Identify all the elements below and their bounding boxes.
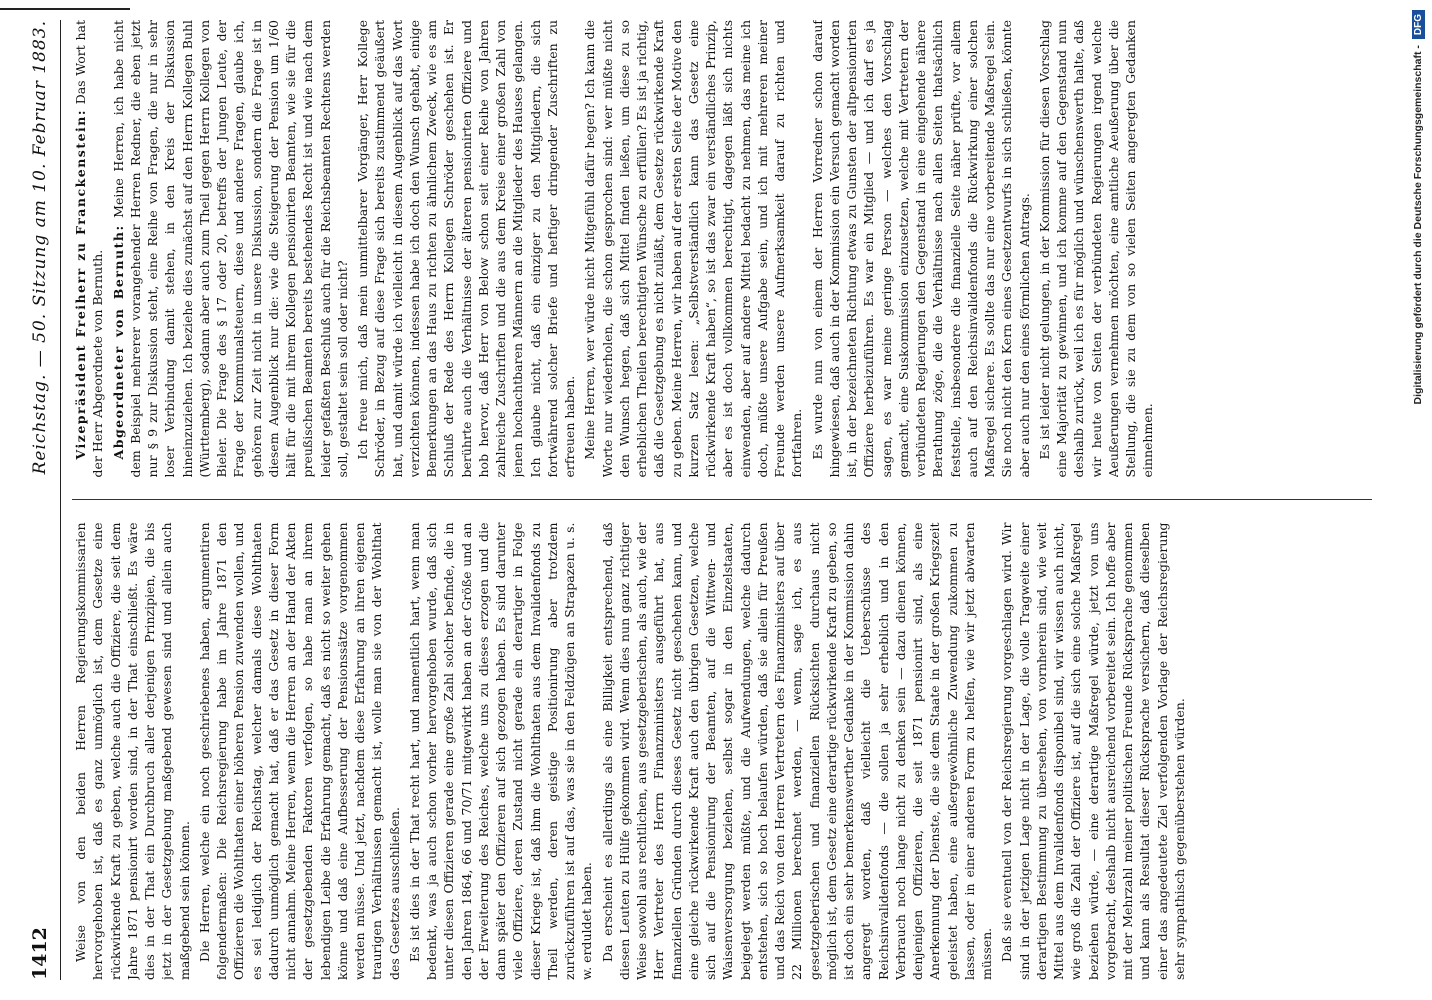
speaker-name: Abgeordneter von Bernuth: (110, 224, 126, 460)
speaker-name: Vizepräsident Freiherr zu Franckenstein: (73, 108, 88, 460)
paragraph: Da erscheint es allerdings als eine Billigkeit entsprechend, daß diesen Leuten zu Hülfe gekommen wird. Wenn dies nun ganz richtiger Weise sowohl aus rechtlichen, aus gesetzgeberischen, als auch, wie der Herr Vertreter des Herrn Finanzministers ausgeführt hat, aus finanziellen Gründen durch dieses Gesetz nicht geschehen kann, und eine gleiche rückwirkende Kraft auch den übrigen Gesetzen, welche sich auf die Pensionirung der Beamten, auf die Wittwen- und Waisenversorgung beziehen, selbst sogar in den Einzelstaaten, beigelegt werden müßte, und die Aufwendungen, welche dadurch entstehen, sich so hoch belaufen würden, daß sie allein für Preußen und das Reich von den Herren Vertretern des Finanzministers auf über 22 Millionen berechnet werden, — wenn, sage ich, es aus gesetzgeberischen und finanziellen Rücksichten durchaus nicht möglich ist, dem Gesetz eine derartige rückwirkende Kraft zu geben, so ist doch ein sehr bemerkenswerther Gedanke in der Kommission dahin angeregt worden, daß vielleicht die Ueberschüsse des Reichsinvalidenfonds — die sollen ja sehr erheblich und in den Verbrauch noch lange nicht zu denken sein — dazu dienen können, denjenigen Offizieren, die seit 1871 pensionirt sind, als eine Anerkennung der Dienste, die sie dem Staate in der großen Kriegszeit geleistet haben, eine außergewöhnliche Zuwendung zukommen zu lassen, oder in einer anderen Form zu helfen, wie wir jetzt abwarten müssen. (599, 522, 994, 980)
paragraph: Daß sie eventuell von der Reichsregierung vorgeschlagen wird. Wir sind in der jetzigen Lage nicht in der Lage, die volle Tragweite einer derartigen Bestimmung zu übersehen, von vornherein sind, wie weit Mittel aus dem Invalidenfonds disponibel sind, wir wissen auch nicht, wie groß die Zahl der Offiziere ist, auf die sich eine solche Maßregel beziehen würde, — eine derartige Maßregel würde, jetzt von uns vorgebracht, deshalb nicht ausreichend vorbereitet sein. Ich hoffe aber mit der Mehrzahl meiner politischen Freunde Rücksprache genommen und kann als Resultat dieser Rücksprache versichern, daß dieselben einer das angedeutete Ziel verfolgenden Vorlage der Reichsregierung sehr sympathisch gegenüberstehen würden. (999, 522, 1187, 980)
paragraph: Die Herren, welche ein noch geschriebenes haben, argumentiren folgendermaßen: Die Reichsregierung habe im Jahre 1871 den Offizieren die Wohlthaten einer höheren Pension zuwenden wollen, und es sei lediglich der Reichstag, welcher damals diese Wohlthaten dadurch unmöglich gemacht hat, daß er das Gesetz in dieser Form nicht annahm. Meine Herren, wenn die Herren an der Hand der Akten der gesetzgebenden Faktoren verfolgen, so habe man an ihrem lebendigen Leibe die Erfahrung gemacht, daß es nicht so weiter gehen könne und daß eine Aufbesserung der Pensionssätze vorgenommen werden müsse. Und jetzt, nachdem diese Erfahrung an ihren eigenen traurigen Verhältnissen gemacht ist, wolle man sie von der Wohlthat des Gesetzes ausschließen. (196, 522, 402, 980)
paragraph (72, 20, 107, 478)
paragraph (354, 20, 578, 478)
watermark-line (1408, 10, 1428, 990)
text-columns (72, 20, 1372, 980)
dfg-logo: DFG (1412, 10, 1425, 39)
paragraph (581, 20, 805, 478)
speech-text: Meine Herren, wer würde nicht Mitgefühl dafür hegen? Ich kann die Worte nur wiederholen, die schon gesprochen sind: wer müßte nicht den Wunsch hegen, daß sich Mittel finden ließen, um diese zu so erheblichen Theilen berechtigten Wünsche zu erfüllen? Es ist ja richtig, daß die Gesetzgebung es nicht zuläßt, dem Gesetze rückwirkende Kraft zu geben. Meine Herren, wir haben auf der ersten Seite der Motive den kurzen Satz lesen: „Selbstverständlich kann das Gesetz eine rückwirkende Kraft haben“, so ist das zwar ein verständliches Prinzip, aber es ist doch vollkommen berechtigt, dagegen läßt sich nichts einwenden, aber auf andere Mittel bedacht zu nehmen, das meine ich doch, müßte unsere Aufgabe sein, und ich mit mehreren meiner Freunde werden unsere Aufmerksamkeit darauf zu richten und fortfahren. (582, 20, 805, 478)
watermark-text: Digitalisierung gefördert durch die Deutsche Forschungsgemeinschaft - (1412, 45, 1424, 405)
page-number: 1412 (29, 927, 51, 980)
paragraph (1036, 20, 1157, 478)
speech-text: Ich freue mich, daß mein unmittelbarer Vorgänger, Herr Kollege Schröder, in Bezug auf diese Frage sich bereits zustimmend geäußert hat, und damit würde ich vielleicht in diesem Augenblick auf das Wort verzichten können, indessen habe ich doch den Wunsch gehabt, einige Bemerkungen an das Haus zu richten zu ähnlichem Zweck, wie es am Schluß der Rede des Herrn Kollegen Schröder geschehen ist. Er berührte auch die Verhältnisse der älteren pensionirten Offiziere und hob hervor, daß Herr von Below schon seit einer Reihe von Jahren zahlreiche Zuschriften und die aus dem Kreise einer großen Zahl von jenen hochachtbaren Männern an die Mitglieder des Hauses gelangen. Ich glaube nicht, daß ein einziger zu den Mitgliedern, die sich fortwährend solcher Briefe und heftiger dringender Zuschriften zu erfreuen haben. (355, 20, 577, 478)
speech-text: Es ist leider nicht gelungen, in der Kommission für diesen Vorschlag eine Majorität zu gewinnen, und ich komme auf den Gegenstand nun deshalb zurück, weil ich es für möglich und wünschenswerth halte, daß wir heute von Seiten der verbündeten Regierungen irgend welche Aeußerungen vernehmen möchten, eine amtliche Aeußerung über die Stellung, die sie zu dem von so vielen Seiten angeregten Gedanken einnehmen. (1036, 20, 1156, 478)
paragraph (110, 20, 352, 478)
rotated-page (20, 20, 1392, 980)
paragraph (809, 20, 1033, 478)
page-header (20, 20, 61, 980)
speech-text: Meine Herren, ich habe nicht dem Beispiel mehrerer vorangehender Herren Redner, die eben jetzt nur § 9 zur Diskussion steht, eine Reihe von Fragen, die nur in sehr loser Verbindung damit stehen, in den Kreis der Diskussion hineinzuziehen. Ich beziehe dies zunächst auf den Herrn Kollegen Buhl (Württemberg), sodann aber auch zum Theil gegen Herrn Kollegen von Bieler. Die Frage des § 17 oder 20, betreffs der Jungen Leute, der Frage der Kommunalsteuern, diese und andere Fragen, glaube ich, gehören zur Zeit nicht in unsere Diskussion, sondern die Frage ist in diesem Augenblick nur die: wie die Steigerung der Pension um 1/60 hält für die mit ihrem Kollegen pensionirten Beamten, wie sie für die preußischen Beamten bereits bestehendes Recht ist und wie nach dem leider gefaßten Beschluß auch für die Reichsbeamten Rechtens werden soll, gestaltet sein soll oder nicht? (110, 20, 350, 478)
left-column (72, 523, 1372, 981)
corner-scan-mark (0, 0, 130, 10)
speech-text: Das Wort hat der Herr Abgeordnete von Bernuth. (73, 20, 106, 478)
paragraph: Weise von den beiden Herren Regierungskommissarien hervorgehoben ist, daß es ganz unmöglich ist, dem Gesetze eine rückwirkende Kraft zu geben, welche auch die Offiziere, die seit dem Jahre 1871 pensionirt worden sind, in der That einschließt. Es wäre dies in der That ein Durchbruch aller derjenigen Prinzipien, die bis jetzt in der Gesetzgebung maßgebend gewesen sind und allein auch maßgebend sein können. (73, 522, 192, 980)
paragraph: Es ist dies in der That recht hart, und namentlich hart, wenn man bedenkt, was ja auch schon vorher hervorgehoben wurde, daß sich unter diesen Offizieren gerade eine große Zahl solcher befinde, die in den Jahren 1864, 66 und 70/71 mitgewirkt haben an der Größe und an der Erweiterung des Reiches, welche uns zu dieses erzogen und die dann später den Offizieren auf sich gezogen haben. Es sind darunter viele Offiziere, deren Zustand nicht gerade ein derartiger in Folge dieser Kriege ist, daß ihm die Wohlthaten aus dem Invalidenfonds zu Theil werden, deren geistige Positionirung aber trotzdem zurückzuführen ist auf das, was sie in den Feldzügen an Strapazen u. s. w. erduldet haben. (406, 522, 595, 980)
right-column (72, 20, 1372, 478)
digitization-watermark (1408, 10, 1428, 990)
column-divider (72, 500, 1372, 501)
speech-text: Es wurde nun von einem der Herren Vorredner schon darauf hingewiesen, daß auch in der Kommission ein Versuch gemacht worden ist, in der bezeichneten Richtung etwas zu Gunsten der altpensionirten Offiziere herbeizuführen. Es war ein Mitglied — und ich darf es ja sagen, es war meine geringe Person — welches den Vorschlag gemacht, eine Suskommission einzusetzen, welche mit Vertretern der verbündeten Regierungen den Gegenstand in eine eingehende nähere Berathung zöge, die die Verhältnisse nach allen Seiten thatsächlich feststelle, insbesondere die finanzielle Seite näher prüfte, vor allem auch auf den Reichsinvalidenfonds die Rückwirkung einer solchen Maßregel sichere. Es sollte das nur eine vorbereitende Maßregel sein. Sie noch nicht den Kern eines Gesetzentwurfs in sich schließen, könnte aber auch nur den eines förmlichen Antrags. (809, 20, 1032, 478)
page-title: Reichstag. — 50. Sitzung am 10. Februar 1883. (30, 20, 50, 475)
